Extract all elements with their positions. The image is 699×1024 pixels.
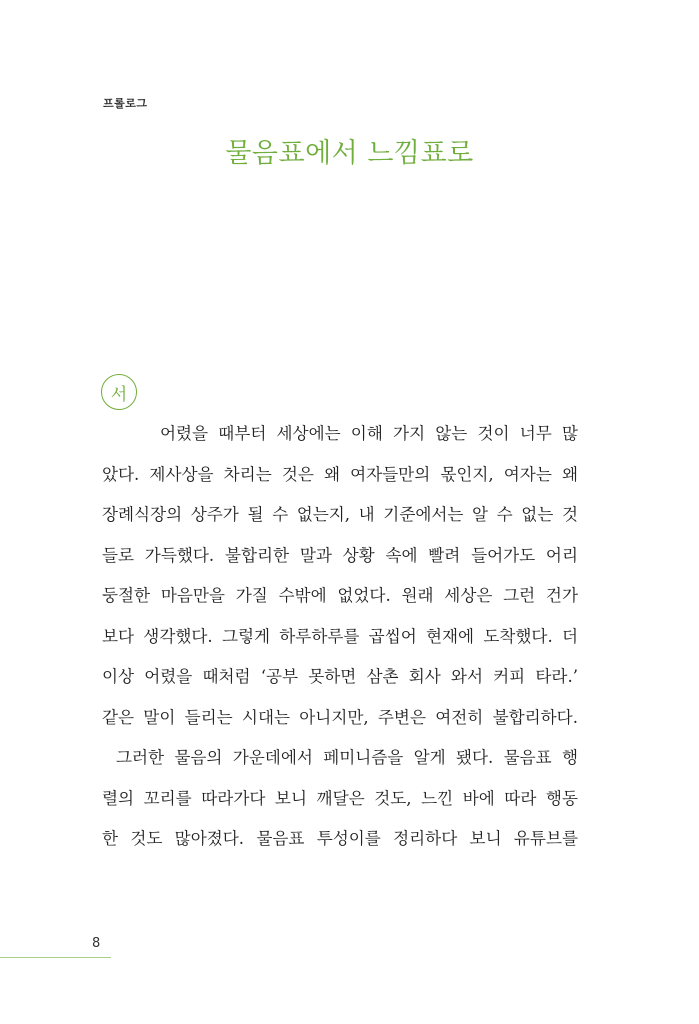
body-line: 장례식장의 상주가 될 수 없는지, 내 기준에서는 알 수 없는 것 xyxy=(102,505,578,524)
body-line: 그러한 물음의 가운데에서 페미니즘을 알게 됐다. 물음표 행 xyxy=(116,748,578,767)
footer-rule xyxy=(0,957,111,958)
body-line: 어렸을 때부터 세상에는 이해 가지 않는 것이 너무 많 xyxy=(160,424,578,443)
section-mark-circle xyxy=(101,374,137,410)
section-label: 프롤로그 xyxy=(103,97,148,110)
body-line: 았다. 제사상을 차리는 것은 왜 여자들만의 몫인지, 여자는 왜 xyxy=(102,464,578,484)
page-number: 8 xyxy=(92,936,101,951)
body-line: 같은 말이 들리는 시대는 아니지만, 주변은 여전히 불합리하다. xyxy=(102,707,578,727)
body-line: 한 것도 많아졌다. 물음표 투성이를 정리하다 보니 유튜브를 xyxy=(102,829,578,848)
section-mark-letter: 서 xyxy=(110,384,128,405)
body-line: 이상 어렸을 때처럼 ‘공부 못하면 삼촌 회사 와서 커피 타라.’ xyxy=(102,667,578,686)
body-line: 들로 가득했다. 불합리한 말과 상황 속에 빨려 들어가도 어리 xyxy=(102,545,578,565)
body-line: 보다 생각했다. 그렇게 하루하루를 곱씹어 현재에 도착했다. 더 xyxy=(102,626,578,646)
body-line: 둥절한 마음만을 가질 수밖에 없었다. 원래 세상은 그런 건가 xyxy=(102,586,578,605)
chapter-title: 물음표에서 느낌표로 xyxy=(225,138,474,169)
body-text xyxy=(102,414,578,860)
body-line: 렬의 꼬리를 따라가다 보니 깨달은 것도, 느낀 바에 따라 행동 xyxy=(102,788,578,808)
